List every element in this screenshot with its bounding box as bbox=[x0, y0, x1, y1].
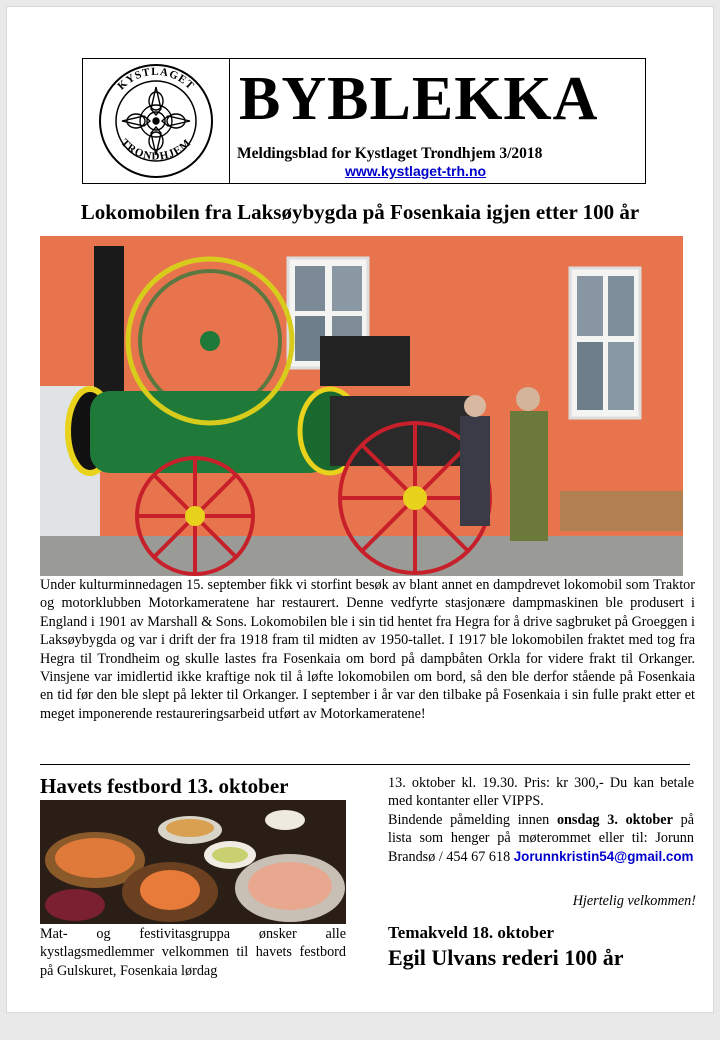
welcome-text: Hjertelig velkommen! bbox=[572, 893, 696, 909]
newsletter-title: BYBLEKKA bbox=[239, 65, 599, 133]
festbord-details bbox=[388, 774, 694, 866]
seafood-photo bbox=[40, 800, 346, 924]
festbord-time-price: 13. oktober kl. 19.30. Pris: kr 300,- Du kan betale med kontanter eller VIPPS. bbox=[388, 775, 694, 810]
festbord-text: Mat- og festivitasgruppa ønsker alle kystlagsmedlemmer velkommen til havets festbord på Gulskuret, Fosenkaia lørdag bbox=[40, 926, 346, 979]
article-headline: Lokomobilen fra Laksøybygda på Fosenkaia igjen etter 100 år bbox=[80, 200, 640, 224]
website-link[interactable]: www.kystlaget-trh.no bbox=[345, 163, 487, 179]
festbord-title: Havets festbord 13. oktober bbox=[40, 774, 289, 798]
tema-label: Temakveld 18. oktober bbox=[388, 923, 555, 942]
signup-deadline: onsdag 3. oktober bbox=[556, 811, 673, 828]
logo-cell bbox=[83, 59, 230, 183]
locomobile-photo bbox=[40, 236, 683, 576]
article-body: Under kulturminnedagen 15. september fikk vi storfint besøk av blant annet en dampdrevet lokomobil som Traktor og motorklubben Motorkameratene har restaurert. Denne vedfyrte stasjonære dampmaskinen ble produsert i England i 1901 av Marshall & Sons. Lokomobilen ble i sin tid hentet fra Hegra for å drive sagbruket på Groeggen i Laksøybygda og var i drift der fra 1918 fram til midten av 1950-tallet. I 1917 ble lokomobilen fraktet med tog fra Hegra til Trondheim og skulle lastes fra Fosenkaia om bord på dampbåten Orkla for videre frakt til Orkanger. Vinsjene var imidlertid ikke kraftige nok til å løfte lokomobilen om bord, så den ble derfor stående på Fosenkaia en tid før den ble slept på lekter til Orkanger. I september i år var den tilbake på Fosenkaia i sin fulle prakt etter et meget imponerende restaureringsarbeid utført av Motorkameratene! bbox=[40, 577, 695, 722]
signup-prefix: Bindende påmelding innen bbox=[388, 811, 550, 828]
tema-title: Egil Ulvans rederi 100 år bbox=[388, 945, 624, 970]
masthead bbox=[82, 58, 646, 184]
kystlaget-logo bbox=[93, 61, 219, 181]
logo-bottom-text: TRONDHJEM bbox=[118, 136, 194, 163]
newsletter-subtitle: Meldingsblad for Kystlaget Trondhjem 3/2018 bbox=[237, 145, 543, 162]
signup-suffix: på lista som henger på møterommet eller til: Jorunn Brandsø / 454 67 618 bbox=[388, 811, 695, 865]
email-link[interactable]: Jorunnkristin54@gmail.com bbox=[513, 848, 694, 864]
logo-top-text: KYSTLAGET bbox=[115, 65, 197, 93]
section-divider bbox=[40, 764, 690, 765]
